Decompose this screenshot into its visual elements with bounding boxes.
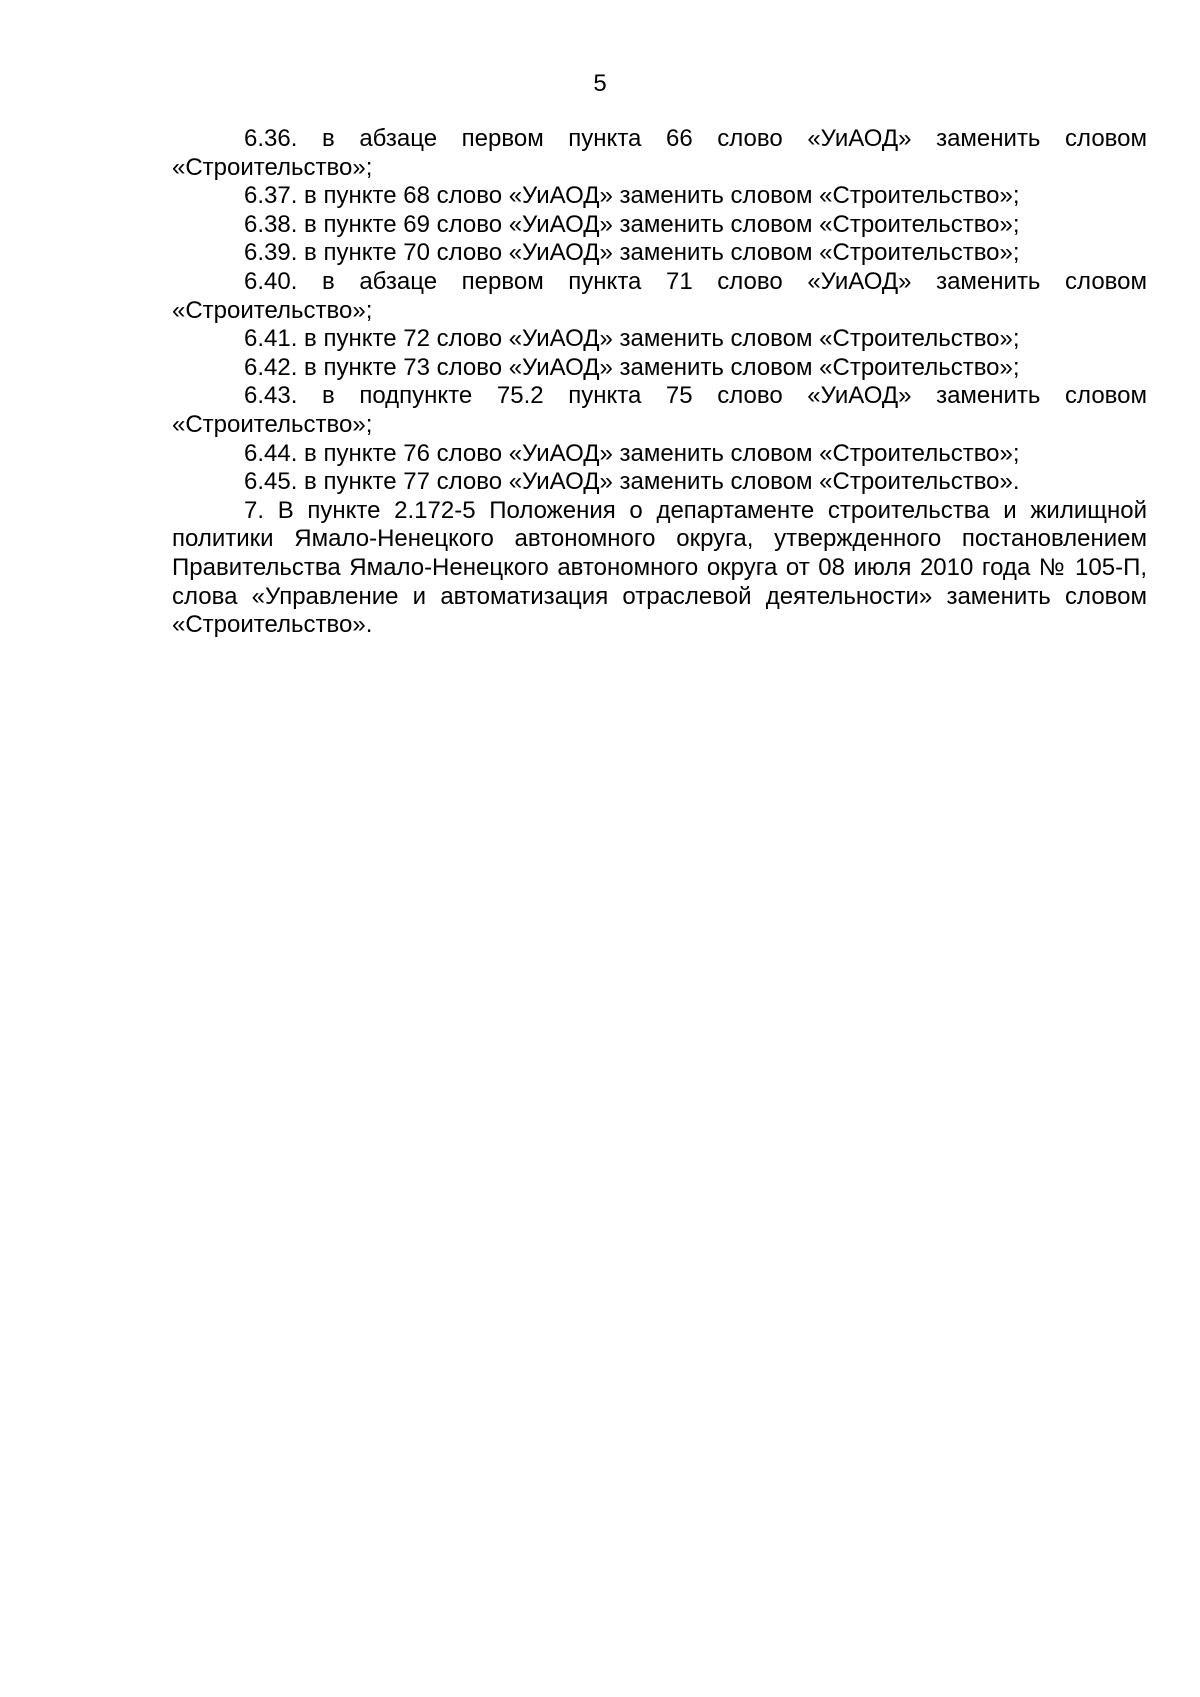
paragraph-6-39: 6.39. в пункте 70 слово «УиАОД» заменить словом «Строительство»; [244, 239, 1020, 267]
paragraph-6-40: 6.40. в абзаце первом пункта 71 слово «УиАОД» заменить словом «Строительство»; [172, 267, 1147, 324]
document-body [172, 125, 1147, 640]
paragraph-6-42: 6.42. в пункте 73 слово «УиАОД» заменить словом «Строительство»; [244, 353, 1020, 381]
paragraph-6-43: 6.43. в подпункте 75.2 пункта 75 слово «УиАОД» заменить словом «Строительство»; [172, 382, 1147, 438]
paragraph-7: 7. В пункте 2.172-5 Положения о департаменте строительства и жилищной политики Ямало-Ненецкого автономного округа, утвержденного постановлением Правительства Ямало-Ненецкого автономного округа от 08 июля 2010 года № 105-П, слова «Управление и автоматизация отраслевой деятельности» заменить словом «Строительство». [172, 496, 1147, 639]
paragraph-6-37: 6.37. в пункте 68 слово «УиАОД» заменить словом «Строительство»; [244, 182, 1020, 210]
paragraph-6-44: 6.44. в пункте 76 слово «УиАОД» заменить словом «Строительство»; [244, 439, 1020, 467]
page-number: 5 [593, 70, 607, 97]
paragraph-6-41: 6.41. в пункте 72 слово «УиАОД» заменить словом «Строительство»; [244, 325, 1020, 353]
paragraph-6-38: 6.38. в пункте 69 слово «УиАОД» заменить словом «Строительство»; [244, 210, 1020, 238]
paragraph-6-36: 6.36. в абзаце первом пункта 66 слово «УиАОД» заменить словом «Строительство»; [172, 125, 1147, 181]
paragraph-6-45: 6.45. в пункте 77 слово «УиАОД» заменить словом «Строительство». [244, 468, 1020, 496]
